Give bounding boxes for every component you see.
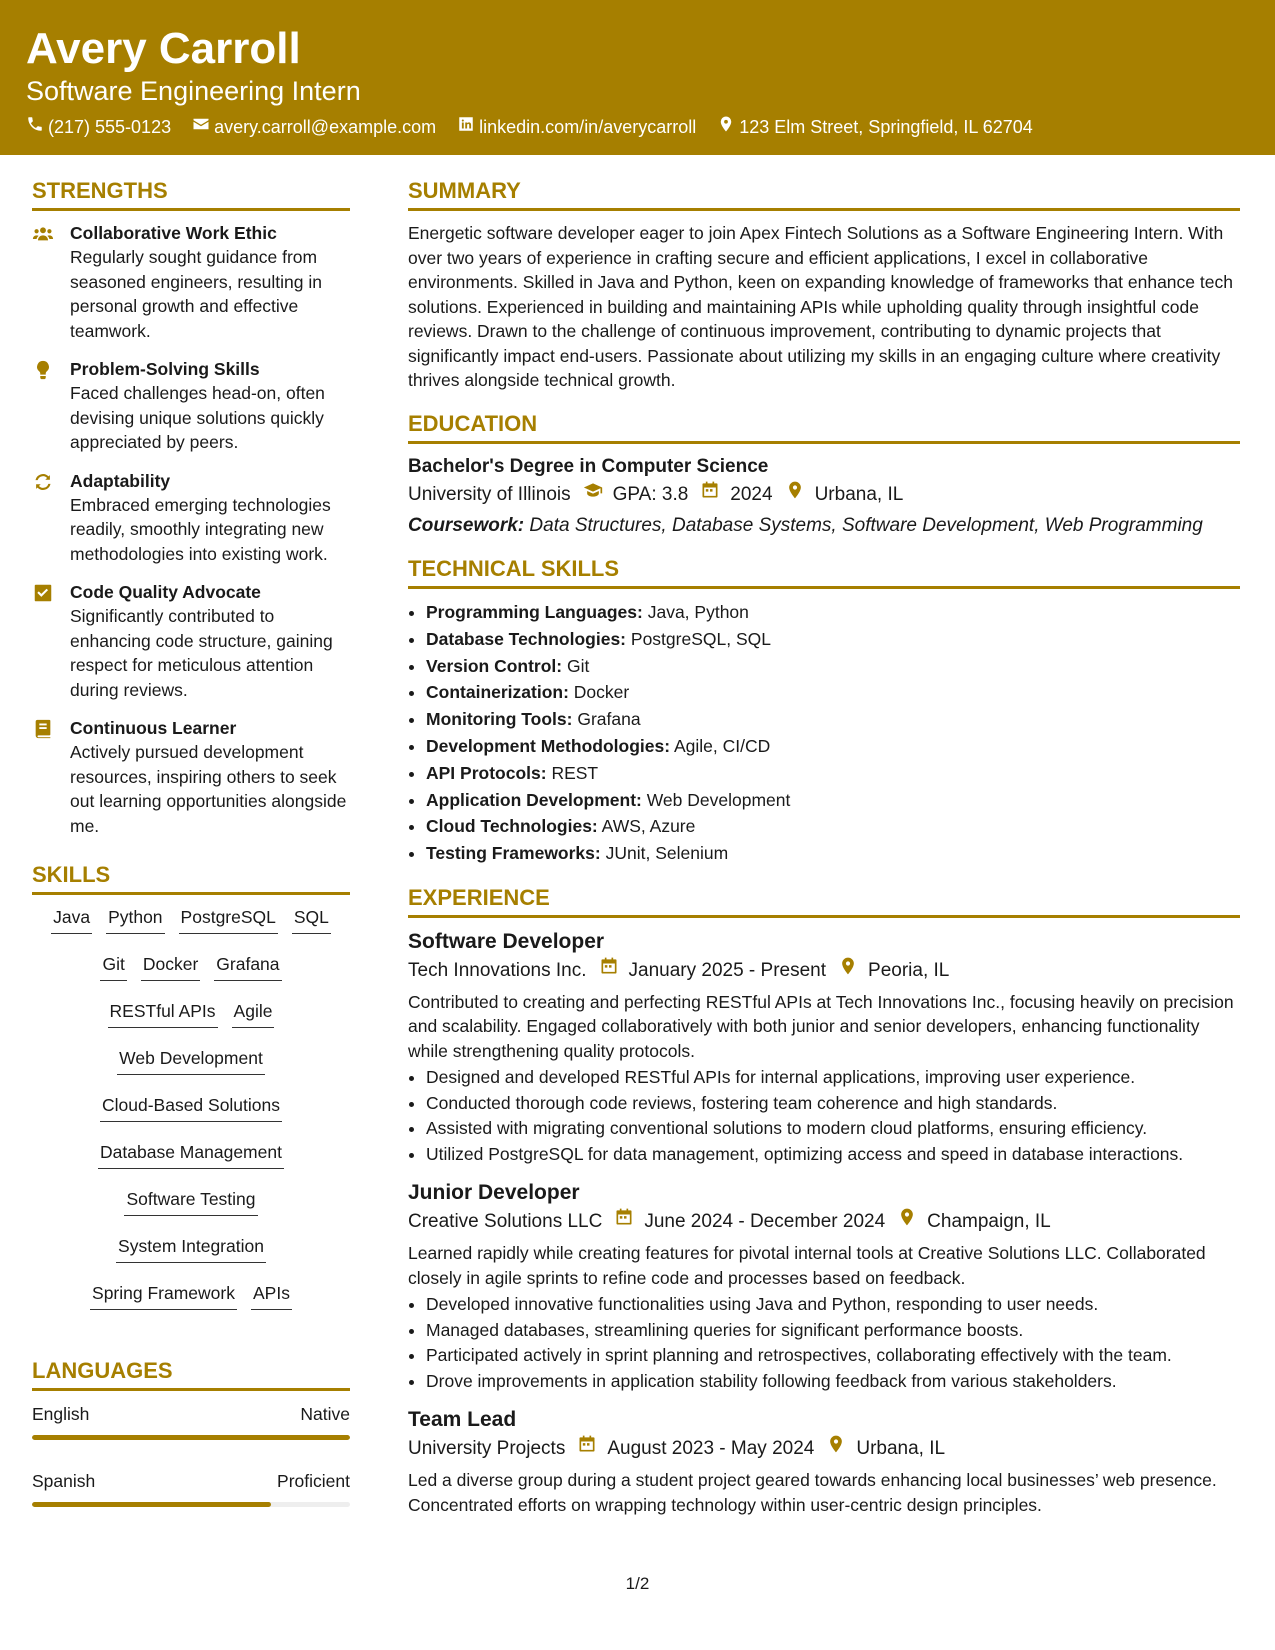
language-bar-fill [32,1435,350,1440]
strength-title: Adaptability [70,470,171,491]
skill-tag: Git [100,952,126,981]
job-title: Junior Developer [408,1181,580,1205]
strength-desc: Regularly sought guidance from seasoned engineers, resulting in personal growth and effective teamwork. [70,247,322,341]
job-title: Software Developer [408,929,605,953]
map-pin-icon [773,480,815,510]
skills-list [32,905,350,1328]
job-location: Peoria, IL [868,959,950,981]
tech-skill-label: Version Control: [426,655,563,676]
calendar-icon [587,956,629,986]
tech-skill-value: Agile, CI/CD [673,735,771,756]
skill-tag: Java [51,905,92,934]
job-entry [408,1179,1240,1394]
list-item: • Managed databases, streamlining queries for significant performance boosts. [426,1318,1240,1344]
contact-bar [26,115,1049,139]
left-column [32,176,350,1523]
contact-linkedin[interactable] [457,115,696,139]
checkbox-icon [32,582,54,604]
job-title: Team Lead [408,1408,517,1432]
company-name: Creative Solutions LLC [408,1211,603,1233]
list-item [426,787,1240,814]
strength-item [32,357,350,455]
list-item [426,733,1240,760]
technical-skills-list [408,599,1240,867]
education-meta [408,480,1240,510]
address-text: 123 Elm Street, Springfield, IL 62704 [739,117,1033,137]
tech-skill-value: Docker [573,682,630,703]
envelope-icon [192,115,214,139]
refresh-icon [32,471,54,493]
job-dates: August 2023 - May 2024 [607,1438,815,1460]
job-dates: January 2025 - Present [628,959,827,981]
strengths-heading: STRENGTHS [32,176,350,211]
skill-tag: Web Development [117,1046,265,1075]
calendar-icon [688,480,730,510]
map-pin-icon [814,1434,856,1464]
tech-skill-value: Grafana [577,709,641,730]
page-number: 1/2 [625,1574,650,1593]
coursework [408,514,1240,539]
tech-skill-label: Database Technologies: [426,628,627,649]
job-description: Learned rapidly while creating features for pivotal internal tools at Creative Solutions LLC. Collaborated closely in agile sprints to refine code and processes based on feedback. [408,1243,1206,1288]
job-location: Urbana, IL [856,1438,946,1460]
list-item: • Utilized PostgreSQL for data management, optimizing access and speed in database interactions. [426,1142,1240,1168]
strength-desc: Embraced emerging technologies readily, smoothly integrating new methodologies into existing work. [70,494,331,564]
contact-email[interactable] [192,115,436,139]
skill-tag: Cloud-Based Solutions [100,1093,282,1122]
strength-item [32,580,350,702]
tech-skill-label: Development Methodologies: [426,735,671,756]
strength-item [32,221,350,343]
company-name: Tech Innovations Inc. [408,959,587,981]
strength-item [32,716,350,838]
job-entry [408,1406,1240,1517]
lightbulb-icon [32,359,54,381]
candidate-name: Avery Carroll [26,24,301,73]
list-item [426,599,1240,626]
language-item [32,1401,350,1440]
strength-item [32,469,350,567]
language-level: Native [300,1404,350,1424]
languages-heading: LANGUAGES [32,1356,350,1391]
school-name: University of Illinois [408,483,571,505]
email-link[interactable]: avery.carroll@example.com [214,117,437,137]
list-item: • Assisted with migrating conventional solutions to modern cloud platforms, ensuring efficiency. [426,1116,1240,1142]
skill-tag: Database Management [98,1140,284,1169]
contact-phone [26,115,171,139]
strength-title: Code Quality Advocate [70,582,261,602]
experience-heading: EXPERIENCE [408,883,1240,918]
tech-skill-value: AWS, Azure [601,816,696,837]
skill-tag: Spring Framework [90,1281,237,1310]
strength-title: Collaborative Work Ethic [70,223,277,243]
language-bar-fill [32,1502,271,1507]
calendar-icon [602,1207,644,1237]
tech-skill-label: Monitoring Tools: [426,709,573,730]
job-meta [408,956,1240,986]
resume-header [0,0,1275,155]
list-item [426,653,1240,680]
tech-skill-value: Git [567,655,590,676]
language-level: Proficient [277,1471,350,1491]
list-item: • Designed and developed RESTful APIs for internal applications, improving user experience. [426,1065,1240,1091]
tech-skill-label: API Protocols: [426,762,547,783]
linkedin-icon [457,115,479,139]
job-bullets [408,1292,1240,1394]
tech-skill-label: Application Development: [426,789,642,810]
job-bullets [408,1065,1240,1167]
technical-skills-heading: TECHNICAL SKILLS [408,554,1240,589]
list-item [426,626,1240,653]
job-entry [408,928,1240,1168]
tech-skill-value: Web Development [646,789,791,810]
list-item [426,813,1240,840]
tech-skill-value: REST [551,762,599,783]
skill-tag: PostgreSQL [179,905,278,934]
users-icon [32,223,54,245]
map-pin-icon [717,115,739,139]
strength-desc: Significantly contributed to enhancing code structure, gaining respect for meticulous attention during reviews. [70,606,333,700]
linkedin-link[interactable]: linkedin.com/in/averycarroll [479,117,697,137]
list-item: • Participated actively in sprint planning and retrospectives, collaborating effectively with the team. [426,1343,1240,1369]
job-dates: June 2024 - December 2024 [644,1211,886,1233]
strength-desc: Faced challenges head-on, often devising unique solutions quickly appreciated by peers. [70,383,325,452]
graduation-cap-icon [571,480,613,510]
strength-title: Problem-Solving Skills [70,359,260,379]
skill-tag: Software Testing [124,1187,257,1216]
degree-title: Bachelor's Degree in Computer Science [408,455,769,477]
graduation-year: 2024 [730,483,773,505]
strength-title: Continuous Learner [70,718,237,738]
list-item [426,679,1240,706]
skills-heading: SKILLS [32,860,350,895]
language-name: English [32,1404,90,1424]
coursework-label: Coursework: [408,514,525,536]
skill-tag: Agile [232,999,275,1028]
job-description: Led a diverse group during a student project geared towards enhancing local businesses’ web presence. Concentrated efforts on wrapping technology within user-centric design principles. [408,1470,1217,1515]
map-pin-icon [826,956,868,986]
tech-skill-label: Programming Languages: [426,602,643,622]
tech-skill-value: Java, Python [647,602,749,622]
language-bar [32,1435,350,1440]
language-item [32,1468,350,1507]
contact-address [717,115,1033,139]
list-item [426,706,1240,733]
summary-heading: SUMMARY [408,176,1240,211]
skill-tag: Grafana [214,952,281,981]
tech-skill-label: Cloud Technologies: [426,816,598,837]
job-meta [408,1207,1240,1237]
list-item: • Drove improvements in application stability following feedback from various stakeholders. [426,1369,1240,1395]
list-item [426,840,1240,867]
skill-tag: RESTful APIs [108,999,218,1028]
education-heading: EDUCATION [408,409,1240,444]
tech-skill-label: Testing Frameworks: [426,843,601,864]
map-pin-icon [885,1207,927,1237]
tech-skill-value: JUnit, Selenium [605,843,729,864]
job-location: Champaign, IL [927,1211,1051,1233]
phone-text: (217) 555-0123 [48,117,172,137]
summary-text: Energetic software developer eager to join Apex Fintech Solutions as a Software Engineering Intern. With over two years of experience in crafting secure and efficient applications, I excel in collaborative environments. Skilled in Java and Python, keen on expanding knowledge of frameworks that enhance tech solutions. Experienced in building and maintaining APIs while upholding quality through insightful code reviews. Drawn to the challenge of continuous improvement, contributing to dynamic projects that significantly impact end-users. Passionate about utilizing my skills in an engaging culture where creativity thrives alongside technical growth. [408,223,1233,390]
coursework-list: Data Structures, Database Systems, Software Development, Web Programming [529,514,1203,536]
company-name: University Projects [408,1438,566,1460]
language-bar [32,1502,350,1507]
skill-tag: System Integration [116,1234,266,1263]
tech-skill-label: Containerization: [426,682,569,703]
tech-skill-value: PostgreSQL, SQL [630,628,771,649]
skill-tag: Docker [141,952,200,981]
list-item [426,760,1240,787]
language-name: Spanish [32,1471,96,1491]
candidate-role: Software Engineering Intern [26,76,361,106]
job-description: Contributed to creating and perfecting RESTful APIs at Tech Innovations Inc., focusing heavily on precision and scalability. Engaged collaboratively with both junior and senior developers, enhancing functionality while strengthening quality protocols. [408,991,1234,1061]
list-item: • Conducted thorough code reviews, fostering team coherence and high standards. [426,1091,1240,1117]
school-location: Urbana, IL [814,483,904,505]
job-meta [408,1434,1240,1464]
skill-tag: APIs [251,1281,292,1310]
gpa-text: GPA: 3.8 [612,483,689,505]
list-item: • Developed innovative functionalities using Java and Python, responding to user needs. [426,1292,1240,1318]
strength-desc: Actively pursued development resources, inspiring others to seek out learning opportunities alongside me. [70,742,347,836]
right-column [408,176,1240,1529]
calendar-icon [565,1434,607,1464]
phone-icon [26,115,48,139]
skill-tag: Python [106,905,164,934]
book-icon [32,718,54,740]
skill-tag: SQL [292,905,331,934]
